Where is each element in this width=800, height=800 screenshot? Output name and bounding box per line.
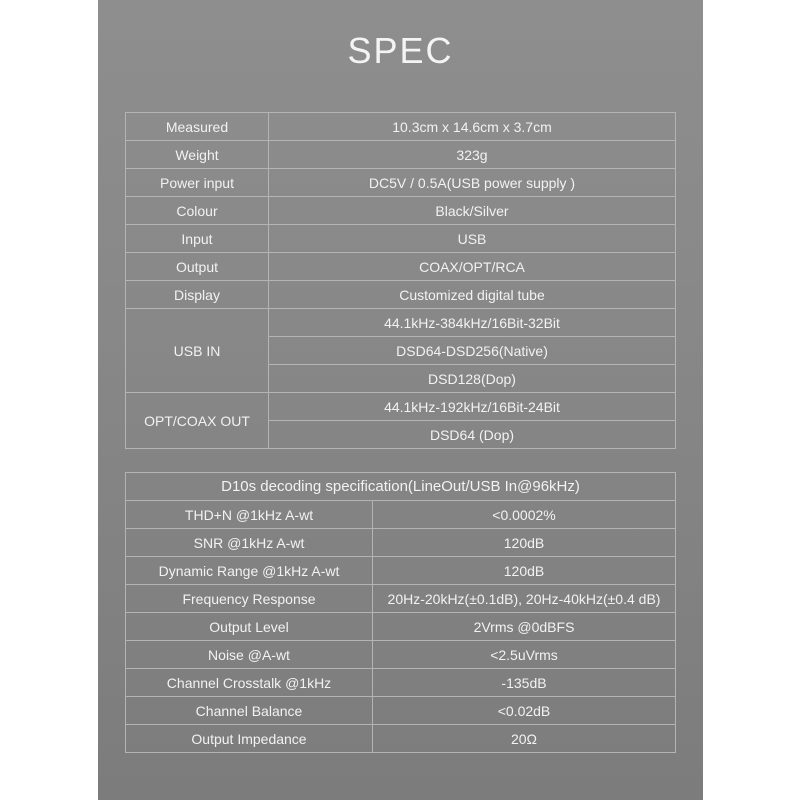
spec-value: Black/Silver — [269, 197, 676, 225]
spec-value: 323g — [269, 141, 676, 169]
table-row — [126, 473, 676, 501]
spec-value: COAX/OPT/RCA — [269, 253, 676, 281]
spec-label: Output Impedance — [126, 725, 373, 753]
spec-value: 2Vrms @0dBFS — [373, 613, 676, 641]
spec-value: 10.3cm x 14.6cm x 3.7cm — [269, 113, 676, 141]
spec-value: DSD64-DSD256(Native) — [269, 337, 676, 365]
table-row — [126, 697, 676, 725]
table-row — [126, 641, 676, 669]
spec-value: <0.0002% — [373, 501, 676, 529]
table-row — [126, 501, 676, 529]
spec-label: Channel Crosstalk @1kHz — [126, 669, 373, 697]
spec-label: Power input — [126, 169, 269, 197]
spec-label: Output — [126, 253, 269, 281]
spec-value: DSD64 (Dop) — [269, 421, 676, 449]
table-row — [126, 169, 676, 197]
spec-label: Colour — [126, 197, 269, 225]
table-row — [126, 725, 676, 753]
table-row — [126, 529, 676, 557]
spec-value: Customized digital tube — [269, 281, 676, 309]
table-row — [126, 253, 676, 281]
spec-label: Output Level — [126, 613, 373, 641]
spec-label: Channel Balance — [126, 697, 373, 725]
spec-label: Frequency Response — [126, 585, 373, 613]
spec-label: Noise @A-wt — [126, 641, 373, 669]
spec-label: SNR @1kHz A-wt — [126, 529, 373, 557]
spec-label: OPT/COAX OUT — [126, 393, 269, 449]
spec-label: Dynamic Range @1kHz A-wt — [126, 557, 373, 585]
spec-value: 44.1kHz-192kHz/16Bit-24Bit — [269, 393, 676, 421]
spec-value: DC5V / 0.5A(USB power supply ) — [269, 169, 676, 197]
table-row — [126, 669, 676, 697]
spec-label: Input — [126, 225, 269, 253]
spec-value: 120dB — [373, 529, 676, 557]
spec-label: Display — [126, 281, 269, 309]
decoding-table — [125, 472, 676, 753]
page-title: SPEC — [347, 30, 454, 71]
spec-label: Measured — [126, 113, 269, 141]
spec-value: 20Ω — [373, 725, 676, 753]
spec-value: 44.1kHz-384kHz/16Bit-32Bit — [269, 309, 676, 337]
table-row — [126, 281, 676, 309]
spec-value: USB — [269, 225, 676, 253]
table-row — [126, 393, 676, 421]
spec-value: 120dB — [373, 557, 676, 585]
table-header: D10s decoding specification(LineOut/USB In@96kHz) — [126, 473, 676, 501]
spec-value: DSD128(Dop) — [269, 365, 676, 393]
table-row — [126, 557, 676, 585]
spec-value: <2.5uVrms — [373, 641, 676, 669]
spec-label: THD+N @1kHz A-wt — [126, 501, 373, 529]
spec-value: 20Hz-20kHz(±0.1dB), 20Hz-40kHz(±0.4 dB) — [373, 585, 676, 613]
table-row — [126, 197, 676, 225]
spec-value: <0.02dB — [373, 697, 676, 725]
spec-label: Weight — [126, 141, 269, 169]
table-row — [126, 613, 676, 641]
table-row — [126, 309, 676, 337]
spec-table — [125, 112, 676, 449]
spec-value: -135dB — [373, 669, 676, 697]
table-row — [126, 141, 676, 169]
table-row — [126, 225, 676, 253]
spec-label: USB IN — [126, 309, 269, 393]
spec-panel — [98, 0, 703, 800]
table-row — [126, 113, 676, 141]
table-row — [126, 585, 676, 613]
